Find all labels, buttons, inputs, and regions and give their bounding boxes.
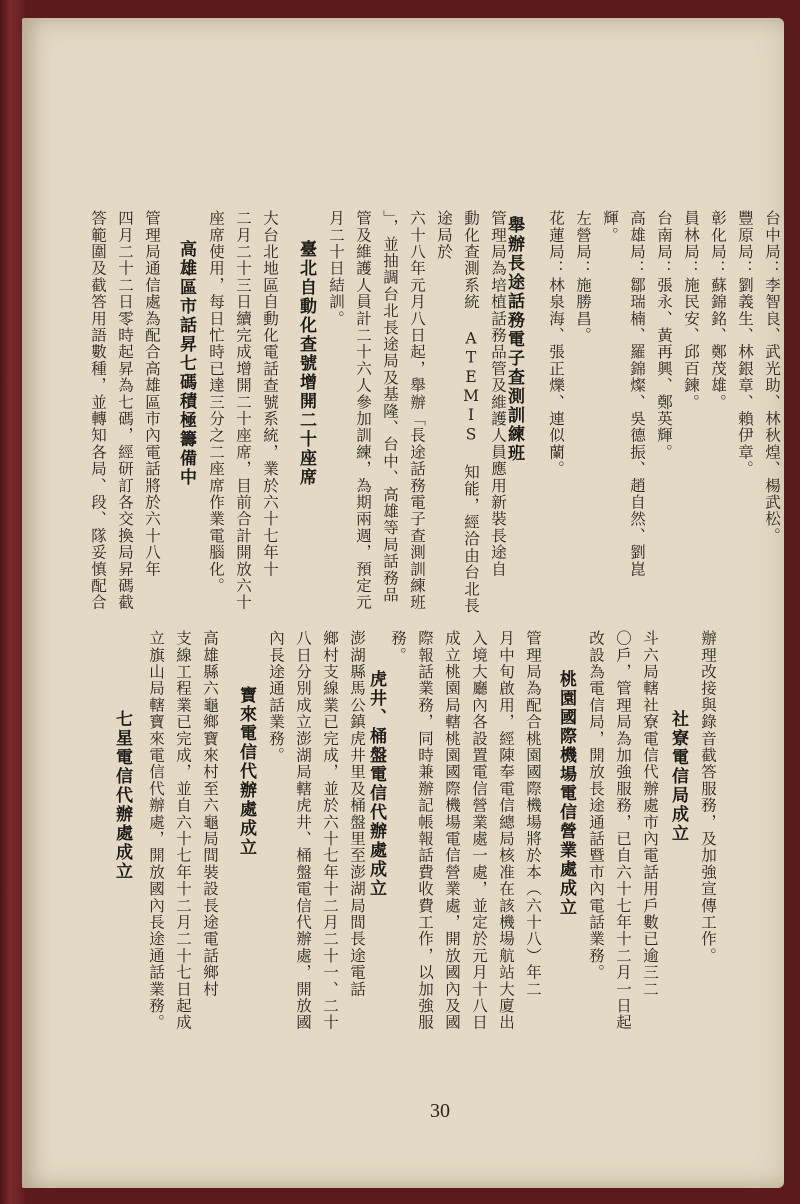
section-title-taipei-directory: 臺北自動化查號增開二十座席 (296, 240, 316, 487)
section-body-hujing-tongpan: 澎湖縣馬公鎮虎井里及桶盤里至澎湖局間長途電話 鄉村支線業已完成，並於六十七年十二月二十一、二十 八日分別成立澎湖局轄虎井、桶盤電信代辦處，開放國 內長途通話業務。 (267, 630, 366, 1031)
section-title-taoyuan-airport: 桃園國際機場電信營業處成立 (556, 670, 576, 917)
section-body-kaohsiung-seven-digit: 管理局通信處為配合高雄區市內電話將於六十八年 四月二十二日零時起昇為七碼，經研訂各交換局昇碼截 答範圍及截答用語數種，並轉知各局、段、隊妥慎配合 (89, 210, 161, 611)
section-body-taoyuan-airport: 管理局為配合桃園國際機場將於本（六十八）年二 月中旬啟用，經陳奉電信總局核准在該機場航站大廈出 入境大廳內各設置電信營業處一處，並定於元月十八日 成立桃園局轄桃園國際機場電信營業處，開放國內及國 際報話業務，同時兼辦記帳報話費收費工作，以加強服 務。 (389, 630, 542, 1031)
section-title-hujing-tongpan: 虎井、桶盤電信代辦處成立 (366, 670, 386, 898)
book-page (22, 18, 784, 1188)
section-title-kaohsiung-seven-digit: 高雄區市話昇七碼積極籌備中 (176, 240, 196, 487)
section-body-baolai: 高雄縣六龜鄉寶來村至六龜局間裝設長途電話鄉村 支線工程業已完成，並自六十七年十二月二十七日起成 立旗山局轄寶來電信代辦處，開放國內長途通話業務。 (147, 630, 219, 1031)
section-title-qixing: 七星電信代辦處成立 (112, 710, 132, 881)
roster-list: 台中局：李智良、武光助、林秋煌、楊武松。 豐原局：劉義生、林銀章、賴伊章。 彰化局：蘇錦銘、鄭茂雄。 員林局：施民安、邱百鍊。 台南局：張永、黃再興、鄭英輝。 高雄局：鄒瑞楠、羅錦燦、吳德振、趙自然、劉崑 輝。 左營局：施勝昌。 花蓮局：林泉海、張正爍、連似蘭。 (547, 210, 781, 578)
page-number: 30 (430, 1100, 450, 1122)
section-title-sheliao: 社寮電信局成立 (668, 710, 688, 843)
section-title-baolai: 寶來電信代辦處成立 (236, 686, 256, 857)
section-body-sheliao: 斗六局轄社寮電信代辦處市內電話用戶數已逾三二 〇戶，管理局為加強服務，已自六十七年十二月一日起 改設為電信局，開放長途通話暨市內電話業務。 (587, 630, 659, 1031)
section-body-atemis-training: 管理局為培植話務品管及維護人員應用新裝長途自 動化查測系統 ATEMIS 知能，經洽由台北長途局於 六十八年元月八日起，舉辦「長途話務電子查測訓練班 」，並抽調台北長途局及基隆、台中、高雄等局話務品 管及維護人員計二十六人參加訓練，為期兩週，預定元 月二十日結訓。 (327, 210, 507, 615)
section-title-atemis-training: 舉辦長途話務電子查測訓練班 (504, 216, 524, 463)
section-body-taipei-directory: 大台北地區自動化電話查號系統，業於六十七年十 二月二十三日續完成增開二十座席，目前合計開放六十 座席使用，每日忙時已達三分之二座席作業電腦化。 (207, 210, 279, 611)
continuation-text: 辦理改接與錄音截答服務，及加強宣傳工作。 (699, 630, 717, 964)
